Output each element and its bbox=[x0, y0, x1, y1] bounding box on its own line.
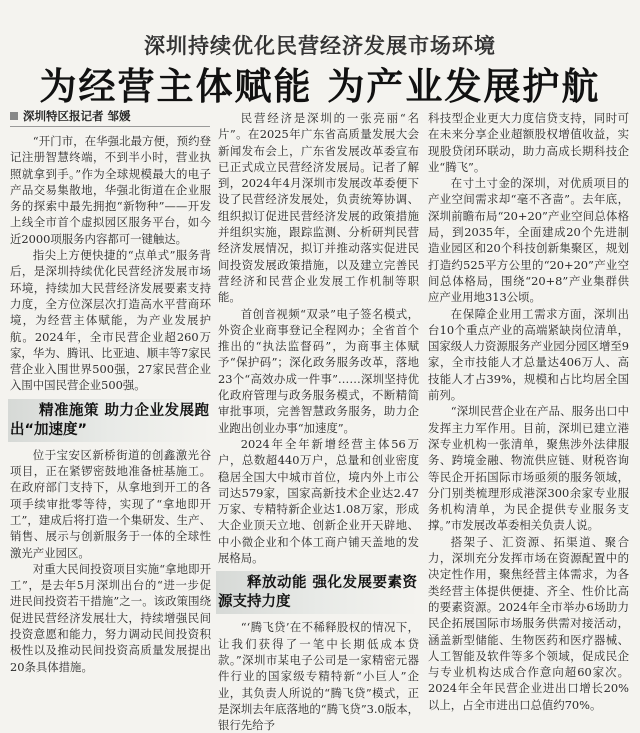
article-column-3 bbox=[428, 110, 629, 713]
paragraph: “开门市，在华强北最方便，预约登记注册智慧终端，不到半小时，营业执照就拿到手。”作为全球规模最大的电子产品交易集散地，华强北街道在企业服务的探索中最先拥抱“新物种”——开发上线全市首个虚拟园区服务平台，如今近2000项服务内容都可一键触达。 bbox=[10, 134, 211, 246]
paragraph: “‘腾飞贷’在不稀释股权的情况下，让我们获得了一笔中长期低成本贷款。”深圳市某电子公司是一家精密元器件行业的国家级专精特新“小巨人”企业，其负责人所说的“腾飞贷”模式，正是深圳去年底落地的“腾飞贷”3.0版本，银行先给予 bbox=[218, 620, 419, 733]
paragraph: 在保障企业用工需求方面，深圳出台10个重点产业的高端紧缺岗位清单，国家级人力资源服务产业园分园区增至9家，全市技能人才总量达406万人、高技能人才占39%，规模和占比均居全国前列。 bbox=[428, 306, 629, 403]
byline-text: 深圳特区报记者 邹媛 bbox=[23, 109, 131, 123]
paragraph: 民营经济是深圳的一张亮丽“名片”。在2025年广东省高质量发展大会新闻发布会上，广东省发展改革委宣布已正式成立民营经济发展局。记者了解到，2024年4月深圳市发展改革委便下设了民营经济发展处，负责统筹协调、组织拟订促进民营经济发展的政策措施并组织实施，跟踪监测、分析研判民营经济发展情况，拟订并推动落实促进民间投资发展政策措施，以及建立完善民营经济和民营企业发展工作机制等职能。 bbox=[218, 111, 419, 305]
paragraph: 位于宝安区新桥街道的创鑫激光谷项目，正在紧锣密鼓地准备桩基施工。在政府部门支持下，从拿地到开工的各项手续审批零等待，实现了“拿地即开工”，建成后将打造一个集研发、生产、销售、展示与创新服务于一体的全球性激光产业园区。 bbox=[10, 447, 211, 560]
byline bbox=[10, 108, 210, 127]
article-kicker: 深圳持续优化民营经济发展市场环境 bbox=[144, 33, 496, 58]
article-column-2 bbox=[218, 110, 419, 733]
square-bullet-icon bbox=[10, 112, 18, 120]
paragraph: 在寸土寸金的深圳，对优质项目的产业空间需求却“毫不吝啬”。去年底，深圳前瞻布局“20+20”产业空间总体格局，到2035年，全面建成20个先进制造业园区和20个科技创新集聚区，规划打造约525平方公里的“20+20”产业空间总体格局，围绕“20+8”产业集群供应产业用地313公顷。 bbox=[428, 176, 629, 305]
paragraph: 搭架子、汇资源、拓渠道、聚合力，深圳充分发挥市场在资源配置中的决定性作用，聚焦经营主体需求，为各类经营主体提供便捷、齐全、性价比高的要素资源。2024年全市举办6场助力民企拓展国际市场服务供需对接活动，涵盖新型储能、生物医药和医疗器械、人工智能及软件等多个领域，促成民企与专业机构达成合作意向超60家次。2024年全年民营企业进出口增长20%以上，占全市进出口总值约70%。 bbox=[428, 534, 629, 712]
section-heading: 释放动能 强化发展要素资源支持力度 bbox=[216, 571, 419, 614]
paragraph: 对重大民间投资项目实施“拿地即开工”，是去年5月深圳出台的“进一步促进民间投资若干措施”之一。该政策围绕促进民营经济发展壮大，持续增强民间投资意愿和能力，努力调动民间投资积极性以及推动民间投资高质量发展提出20条具体措施。 bbox=[10, 561, 211, 674]
paragraph: “深圳民营企业在产品、服务出口中发挥主力军作用。目前，深圳已建立港深专业机构一张清单，聚焦涉外法律服务、跨境金融、物流供应链、财税咨询等民企开拓国际市场亟须的服务领域，分门别类梳理形成港深300余家专业服务机构清单，为民企提供专业服务支撑。”市发展改革委相关负责人说。 bbox=[428, 404, 629, 533]
article-headline: 为经营主体赋能 为产业发展护航 bbox=[39, 65, 601, 108]
paragraph: 2024年全年新增经营主体56万户，总数超440万户，总量和创业密度稳居全国大中城市首位，境内外上市公司达579家，国家高新技术企业达2.47万家、专精特新企业达1.08万家，形成大企业顶天立地、创新企业开天辟地、中小微企业和个体工商户铺天盖地的发展格局。 bbox=[218, 436, 419, 566]
article-column-1 bbox=[10, 133, 211, 675]
section-heading: 精准施策 助力企业发展跑出“加速度” bbox=[8, 399, 211, 442]
paragraph: 首创音视频“双录”电子签名模式，外资企业商事登记全程网办；全省首个推出的“执法监督码”，为商事主体赋予“保护码”；深化政务服务改革，落地23个“高效办成一件事”……深圳坚持优化政府管理与政务服务模式，不断精简审批事项，完善智慧政务服务，助力企业跑出创业办事“加速度”。 bbox=[218, 306, 419, 435]
paragraph: 指尖上方便快捷的“点单式”服务背后，是深圳持续优化民营经济发展市场环境，持续加大民营经济发展要素支持力度，全方位深层次打造高水平营商环境，为经营主体赋能，为产业发展护航。2024年，全市民营企业超260万家，华为、腾讯、比亚迪、顺丰等7家民营企业入围世界500强，27家民营企业入围中国民营企业500强。 bbox=[10, 248, 211, 393]
paragraph-continued: 科技型企业更大力度信贷支持，同时可在未来分享企业超额股权增值收益，实现股贷闭环联动，助力高成长期科技企业“腾飞”。 bbox=[428, 111, 629, 174]
